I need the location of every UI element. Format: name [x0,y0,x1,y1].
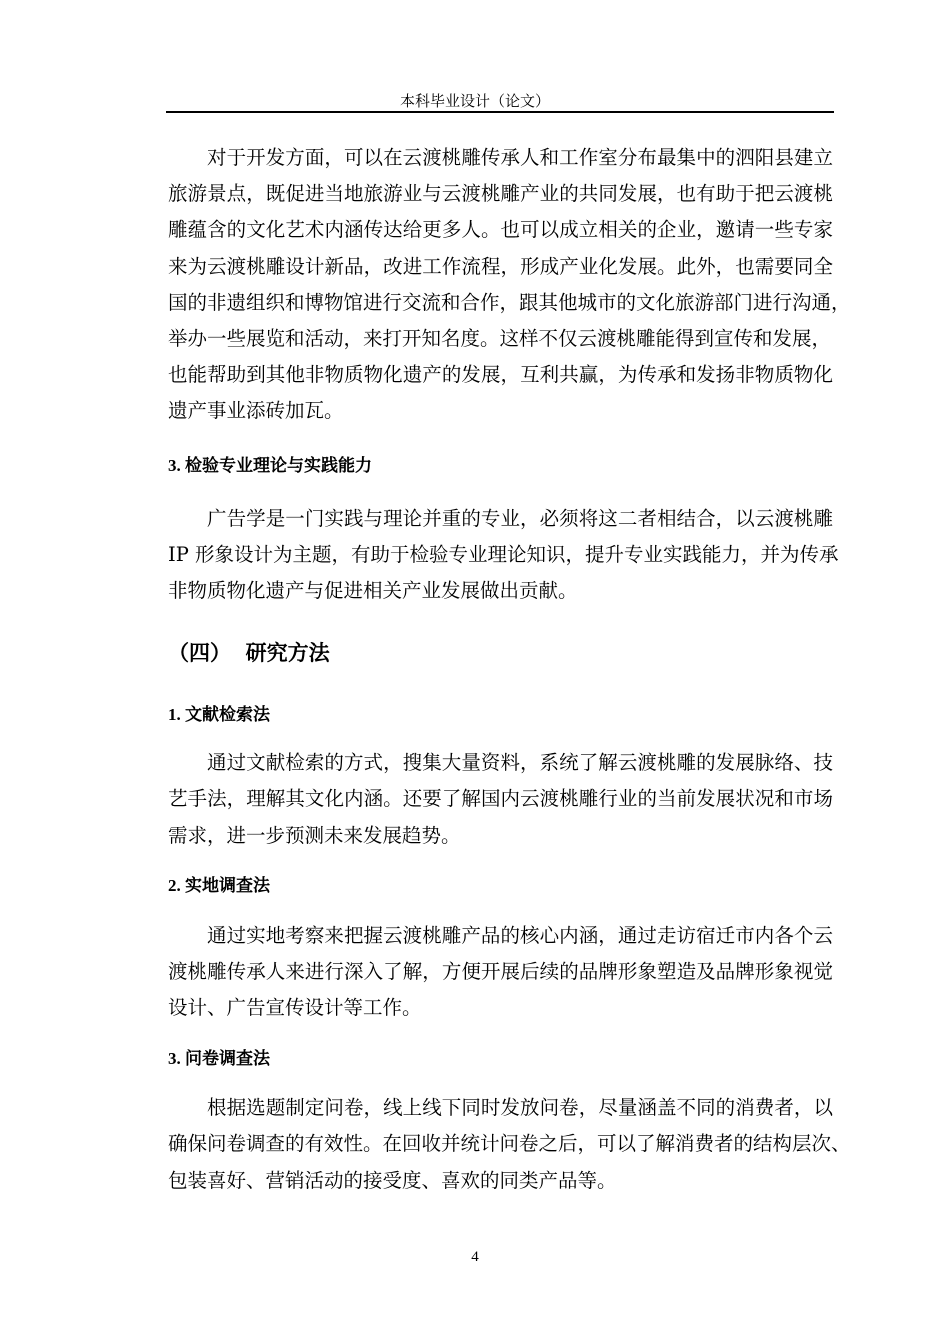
para5-line: 确保问卷调查的有效性。在回收并统计问卷之后，可以了解消费者的结构层次、 [168,1132,851,1155]
para3-line: 需求，进一步预测未来发展趋势。 [168,824,461,847]
page-header: 本科毕业设计（论文） [399,92,550,110]
subheading-practice-ability: 3. 检验专业理论与实践能力 [168,456,372,475]
para1-line: 雕蕴含的文化艺术内涵传达给更多人。也可以成立相关的企业，邀请一些专家 [168,218,833,241]
header-rule [166,111,834,113]
para4-line: 设计、广告宣传设计等工作。 [168,996,422,1019]
page-number: 4 [471,1249,479,1265]
para5-line: 根据选题制定问卷，线上线下同时发放问卷，尽量涵盖不同的消费者，以 [207,1096,833,1119]
subheading-field-survey: 2. 实地调查法 [168,876,270,895]
subheading-questionnaire: 3. 问卷调查法 [168,1049,270,1068]
para3-line: 艺手法，理解其文化内涵。还要了解国内云渡桃雕行业的当前发展状况和市场 [168,787,833,810]
para4-line: 通过实地考察来把握云渡桃雕产品的核心内涵，通过走访宿迁市内各个云 [207,924,833,947]
para1-line: 对于开发方面，可以在云渡桃雕传承人和工作室分布最集中的泗阳县建立 [207,146,833,169]
para1-line: 也能帮助到其他非物质物化遗产的发展，互利共赢，为传承和发扬非物质物化 [168,363,833,386]
para2-line: IP 形象设计为主题，有助于检验专业理论知识，提升专业实践能力，并为传承 [168,543,839,566]
para1-line: 来为云渡桃雕设计新品，改进工作流程，形成产业化发展。此外，也需要同全 [168,255,833,278]
para1-line: 国的非遗组织和博物馆进行交流和合作，跟其他城市的文化旅游部门进行沟通， [168,291,851,314]
section-heading-research-methods: （四） 研究方法 [168,640,330,665]
para2-line: 广告学是一门实践与理论并重的专业，必须将这二者相结合，以云渡桃雕 [207,507,833,530]
para4-line: 渡桃雕传承人来进行深入了解，方便开展后续的品牌形象塑造及品牌形象视觉 [168,960,833,983]
subheading-literature-search: 1. 文献检索法 [168,705,270,724]
para3-line: 通过文献检索的方式，搜集大量资料，系统了解云渡桃雕的发展脉络、技 [207,751,833,774]
para5-line: 包装喜好、营销活动的接受度、喜欢的同类产品等。 [168,1169,617,1192]
para1-line: 旅游景点，既促进当地旅游业与云渡桃雕产业的共同发展，也有助于把云渡桃 [168,182,833,205]
para2-line: 非物质物化遗产与促进相关产业发展做出贡献。 [168,579,578,602]
para1-line: 举办一些展览和活动，来打开知名度。这样不仅云渡桃雕能得到宣传和发展， [168,327,832,350]
para1-line: 遗产事业添砖加瓦。 [168,399,344,422]
